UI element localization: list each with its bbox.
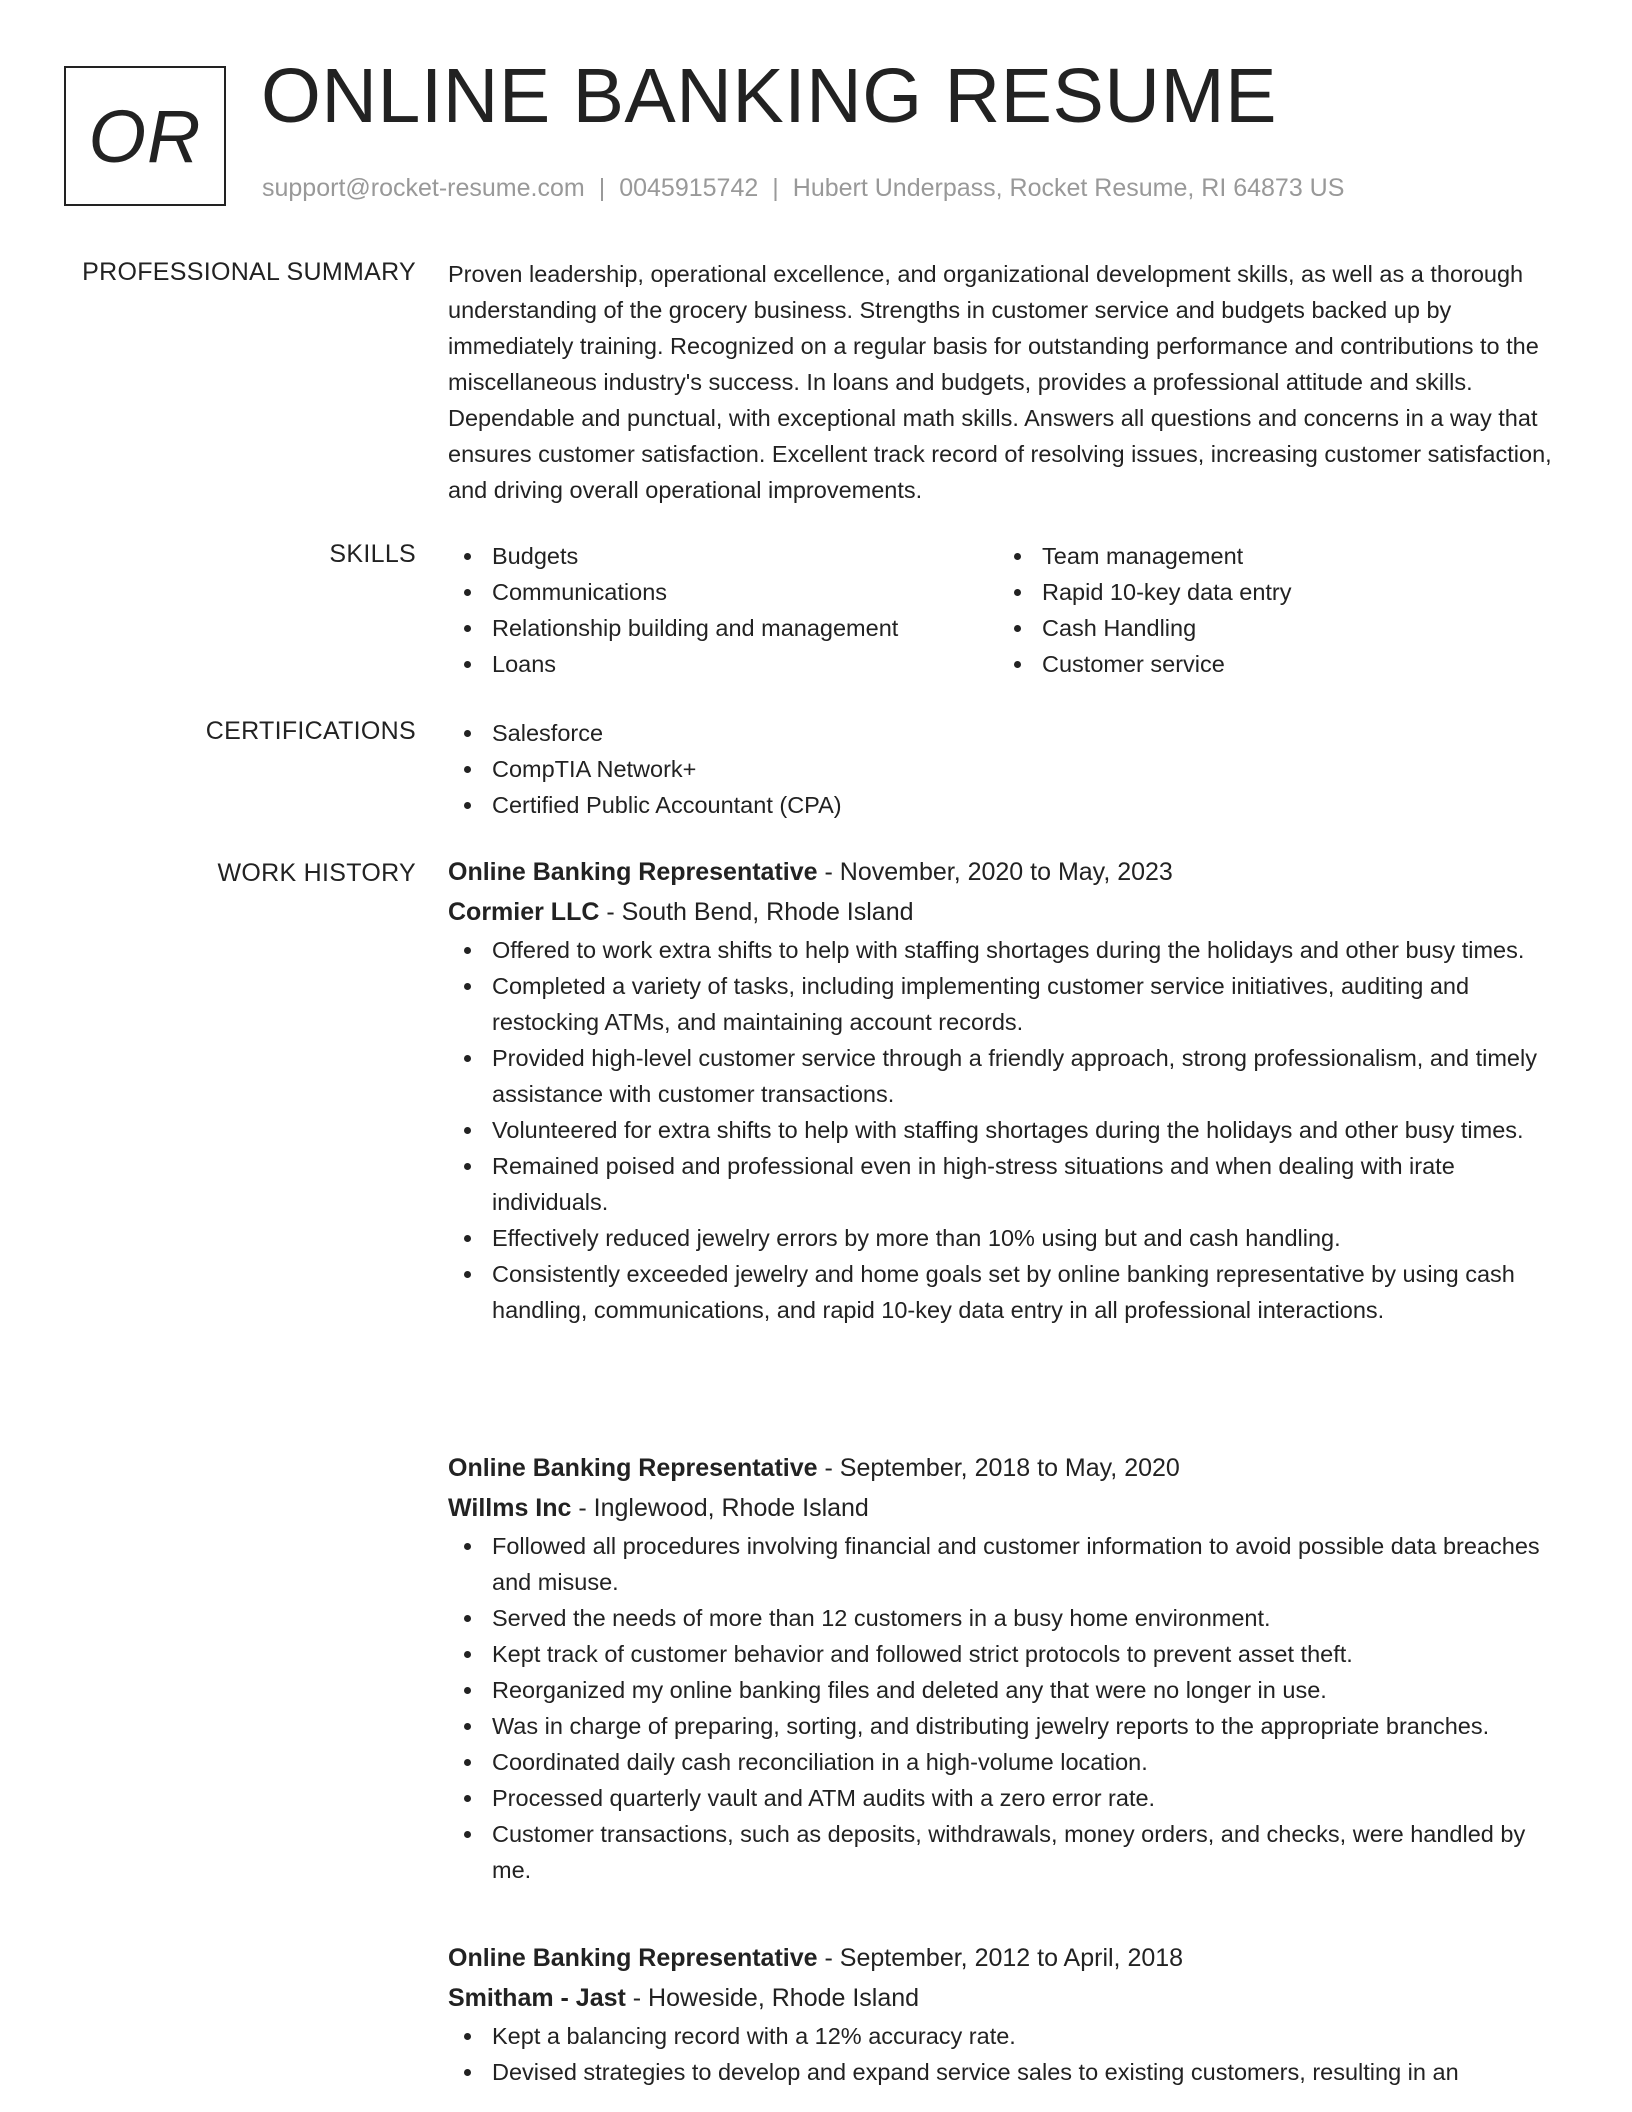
skill-item: Team management: [998, 538, 1548, 574]
job-bullet: Served the needs of more than 12 customers in a busy home environment.: [448, 1600, 1568, 1636]
job-bullet: Remained poised and professional even in high-stress situations and when dealing with irate individuals.: [448, 1148, 1568, 1220]
certification-item: CompTIA Network+: [448, 751, 1568, 787]
job-bullet: Volunteered for extra shifts to help with staffing shortages during the holidays and other busy times.: [448, 1112, 1568, 1148]
job-bullet: Devised strategies to develop and expand service sales to existing customers, resulting in an: [448, 2054, 1568, 2090]
job-title-line: [448, 1448, 1568, 1488]
job-title: Online Banking Representative: [448, 858, 818, 886]
job-entry: [448, 1448, 1568, 1888]
skills-list-left: [448, 538, 998, 682]
contact-line: [262, 174, 1344, 203]
skills-list-right: [998, 538, 1548, 682]
job-bullet-list: [448, 1528, 1568, 1888]
job-bullet-list: [448, 932, 1568, 1328]
job-company: Cormier LLC: [448, 898, 600, 926]
job-bullet: Kept track of customer behavior and followed strict protocols to prevent asset theft.: [448, 1636, 1568, 1672]
job-title-line: [448, 852, 1568, 892]
skill-item: Loans: [448, 646, 998, 682]
job-bullet: Followed all procedures involving financial and customer information to avoid possible data breaches and misuse.: [448, 1528, 1568, 1600]
job-entry: [448, 852, 1568, 1328]
job-location: - South Bend, Rhode Island: [599, 898, 914, 926]
job-bullet: Coordinated daily cash reconciliation in a high-volume location.: [448, 1744, 1568, 1780]
section-label-work-history: WORK HISTORY: [217, 859, 416, 887]
job-bullet: Offered to work extra shifts to help with staffing shortages during the holidays and other busy times.: [448, 932, 1568, 968]
job-title: Online Banking Representative: [448, 1454, 818, 1482]
job-dates: - November, 2020 to May, 2023: [817, 858, 1173, 886]
resume-title: ONLINE BANKING RESUME: [261, 53, 1277, 139]
job-bullet: Processed quarterly vault and ATM audits with a zero error rate.: [448, 1780, 1568, 1816]
job-entry: [448, 1938, 1568, 2090]
monogram-logo: OR: [64, 66, 226, 206]
summary-text: Proven leadership, operational excellence, and organizational development skills, as well as a thorough understanding of the grocery business. Strengths in customer service and budgets backed up by immediately training. Recognized on a regular basis for outstanding performance and contributions to the miscellaneous industry's success. In loans and budgets, provides a professional attitude and skills. Dependable and punctual, with exceptional math skills. Answers all questions and concerns in a way that ensures customer satisfaction. Excellent track record of resolving issues, increasing customer satisfaction, and driving overall operational improvements.: [448, 261, 1552, 503]
job-location: - Inglewood, Rhode Island: [571, 1494, 869, 1522]
skills-column-left: [448, 538, 998, 682]
certification-item: Certified Public Accountant (CPA): [448, 787, 1568, 823]
job-bullet: Was in charge of preparing, sorting, and distributing jewelry reports to the appropriate branches.: [448, 1708, 1568, 1744]
job-title-line: [448, 1938, 1568, 1978]
job-dates: - September, 2018 to May, 2020: [817, 1454, 1180, 1482]
skills-section: [448, 538, 1568, 682]
job-bullet: Consistently exceeded jewelry and home goals set by online banking representative by using cash handling, communications, and rapid 10-key data entry in all professional interactions.: [448, 1256, 1568, 1328]
summary-section: [448, 256, 1568, 508]
section-label-certifications: CERTIFICATIONS: [205, 717, 416, 745]
contact-separator: |: [772, 174, 779, 202]
job-bullet: Reorganized my online banking files and deleted any that were no longer in use.: [448, 1672, 1568, 1708]
skill-item: Rapid 10-key data entry: [998, 574, 1548, 610]
job-company-line: [448, 892, 1568, 932]
contact-email: support@rocket-resume.com: [262, 174, 585, 202]
certifications-list: [448, 715, 1568, 823]
contact-phone: 0045915742: [619, 174, 759, 202]
skill-item: Customer service: [998, 646, 1548, 682]
job-title: Online Banking Representative: [448, 1944, 818, 1972]
job-company: Willms Inc: [448, 1494, 572, 1522]
job-bullet: Completed a variety of tasks, including implementing customer service initiatives, auditing and restocking ATMs, and maintaining account records.: [448, 968, 1568, 1040]
job-bullet: Effectively reduced jewelry errors by more than 10% using but and cash handling.: [448, 1220, 1568, 1256]
certification-item: Salesforce: [448, 715, 1568, 751]
skill-item: Cash Handling: [998, 610, 1548, 646]
section-label-skills: SKILLS: [329, 540, 416, 568]
skill-item: Budgets: [448, 538, 998, 574]
job-company: Smitham - Jast: [448, 1984, 626, 2012]
section-label-summary: PROFESSIONAL SUMMARY: [82, 258, 416, 286]
contact-address: Hubert Underpass, Rocket Resume, RI 64873 US: [792, 174, 1345, 202]
skill-item: Communications: [448, 574, 998, 610]
skills-column-right: [998, 538, 1548, 682]
skills-columns: [448, 538, 1568, 682]
contact-separator: |: [598, 174, 606, 202]
job-dates: - September, 2012 to April, 2018: [817, 1944, 1184, 1972]
job-company-line: [448, 1488, 1568, 1528]
job-bullet-list: [448, 2018, 1568, 2090]
job-company-line: [448, 1978, 1568, 2018]
skill-item: Relationship building and management: [448, 610, 998, 646]
job-location: - Howeside, Rhode Island: [625, 1984, 920, 2012]
job-bullet: Kept a balancing record with a 12% accuracy rate.: [448, 2018, 1568, 2054]
certifications-section: [448, 715, 1568, 823]
job-bullet: Provided high-level customer service through a friendly approach, strong professionalism, and timely assistance with customer transactions.: [448, 1040, 1568, 1112]
job-bullet: Customer transactions, such as deposits, withdrawals, money orders, and checks, were handled by me.: [448, 1816, 1568, 1888]
